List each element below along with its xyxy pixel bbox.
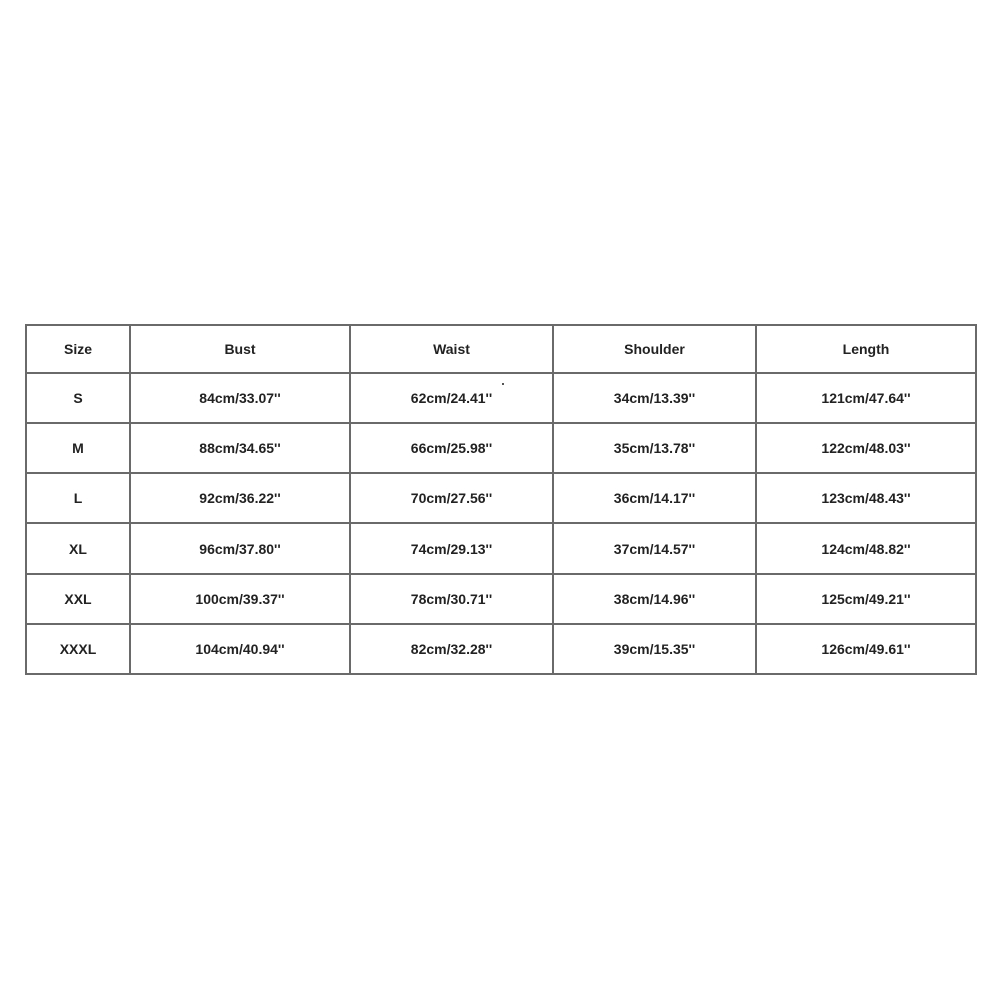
cell-shoulder: 37cm/14.57'' xyxy=(553,523,756,573)
cell-waist: 78cm/30.71'' xyxy=(350,574,553,624)
cell-shoulder: 36cm/14.17'' xyxy=(553,473,756,523)
header-shoulder: Shoulder xyxy=(553,325,756,373)
cell-length: 122cm/48.03'' xyxy=(756,423,976,473)
header-bust: Bust xyxy=(130,325,350,373)
header-size: Size xyxy=(26,325,130,373)
size-chart-body xyxy=(26,373,976,674)
cell-size: XXL xyxy=(26,574,130,624)
cell-waist: 74cm/29.13'' xyxy=(350,523,553,573)
cell-bust: 88cm/34.65'' xyxy=(130,423,350,473)
cell-size: XL xyxy=(26,523,130,573)
cell-waist: 66cm/25.98'' xyxy=(350,423,553,473)
header-waist: Waist xyxy=(350,325,553,373)
cell-size: L xyxy=(26,473,130,523)
cell-waist: 82cm/32.28'' xyxy=(350,624,553,674)
cell-length: 123cm/48.43'' xyxy=(756,473,976,523)
cell-shoulder: 35cm/13.78'' xyxy=(553,423,756,473)
table-row xyxy=(26,473,976,523)
cell-bust: 104cm/40.94'' xyxy=(130,624,350,674)
table-row xyxy=(26,624,976,674)
header-length: Length xyxy=(756,325,976,373)
cell-length: 126cm/49.61'' xyxy=(756,624,976,674)
cell-waist: 62cm/24.41'' xyxy=(350,373,553,423)
cell-size: XXXL xyxy=(26,624,130,674)
table-row xyxy=(26,574,976,624)
cell-size: M xyxy=(26,423,130,473)
table-row xyxy=(26,423,976,473)
cell-length: 121cm/47.64'' xyxy=(756,373,976,423)
cell-bust: 92cm/36.22'' xyxy=(130,473,350,523)
table-row xyxy=(26,373,976,423)
size-chart-header xyxy=(26,325,976,373)
size-chart-table xyxy=(25,324,977,675)
cell-waist: 70cm/27.56'' xyxy=(350,473,553,523)
table-row xyxy=(26,523,976,573)
stray-dot xyxy=(502,383,504,385)
cell-bust: 100cm/39.37'' xyxy=(130,574,350,624)
cell-shoulder: 34cm/13.39'' xyxy=(553,373,756,423)
header-row xyxy=(26,325,976,373)
cell-bust: 96cm/37.80'' xyxy=(130,523,350,573)
cell-size: S xyxy=(26,373,130,423)
cell-length: 124cm/48.82'' xyxy=(756,523,976,573)
cell-bust: 84cm/33.07'' xyxy=(130,373,350,423)
cell-length: 125cm/49.21'' xyxy=(756,574,976,624)
cell-shoulder: 38cm/14.96'' xyxy=(553,574,756,624)
cell-shoulder: 39cm/15.35'' xyxy=(553,624,756,674)
